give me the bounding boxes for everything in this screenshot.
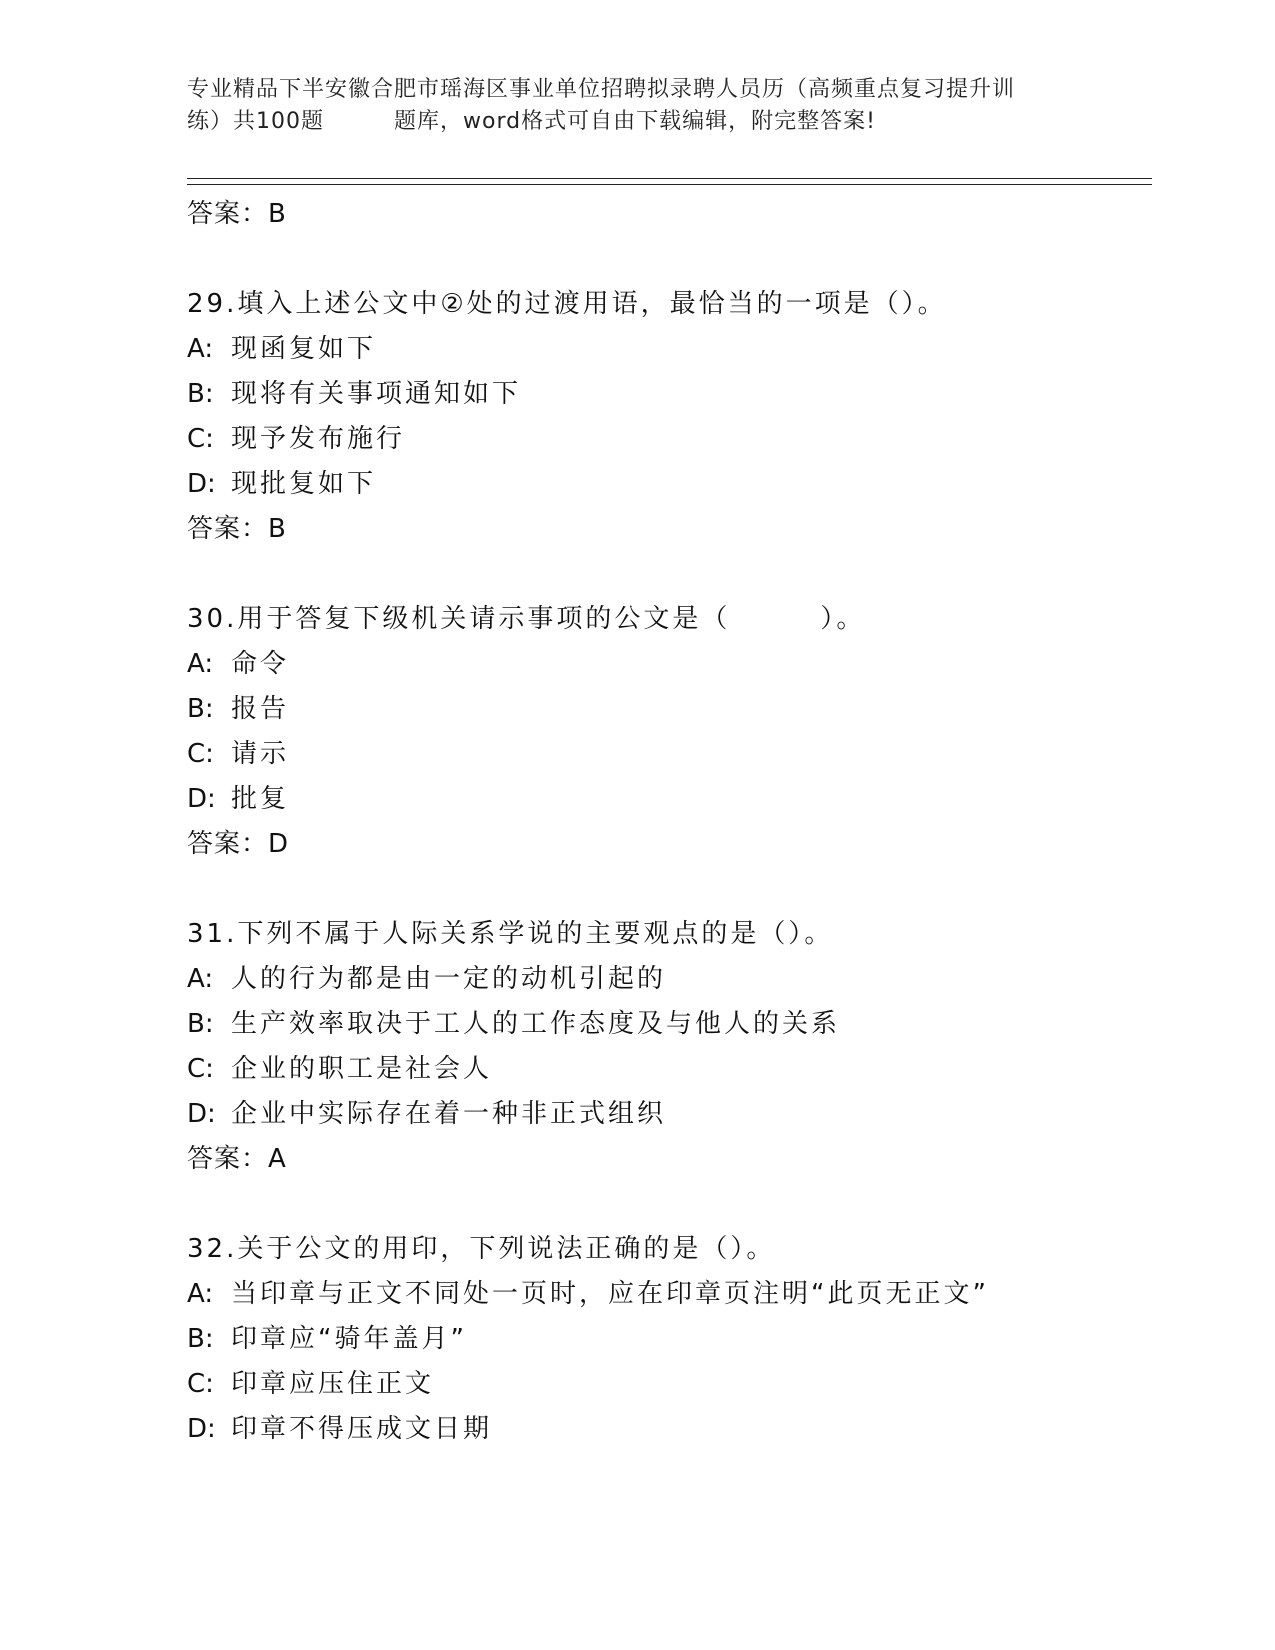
option-text: 现批复如下 [231,469,377,499]
option-c [187,417,1152,462]
option-letter: A: [187,964,214,994]
header-divider [187,178,1152,185]
option-c [187,1362,1152,1407]
question-stem [187,597,1152,642]
option-b [187,1317,1152,1362]
question-31 [187,912,1152,1182]
answer-line: 答案：D [187,829,290,859]
option-text: 人的行为都是由一定的动机引起的 [231,964,667,994]
option-letter: C: [187,1054,214,1084]
option-text: 现函复如下 [231,334,377,364]
option-b [187,687,1152,732]
option-text: 报告 [231,694,290,724]
option-text: 印章应压住正文 [231,1369,435,1399]
option-letter: B: [187,1009,214,1039]
option-text: 印章应“骑年盖月” [231,1324,467,1354]
header-description-text: 题库，word格式可自由下载编辑，附完整答案! [394,109,876,134]
option-text: 请示 [231,739,290,769]
option-text: 生产效率取决于工人的工作态度及与他人的关系 [231,1009,841,1039]
option-letter: D: [187,784,216,814]
option-letter: A: [187,1279,214,1309]
option-d [187,462,1152,507]
option-text: 印章不得压成文日期 [231,1414,493,1444]
header-title-line2 [187,106,1087,138]
option-letter: B: [187,379,214,409]
option-text: 企业的职工是社会人 [231,1054,493,1084]
answer-line: 答案：B [187,514,287,544]
option-text: 现予发布施行 [231,424,406,454]
option-text: 批复 [231,784,290,814]
option-b [187,372,1152,417]
option-letter: B: [187,694,214,724]
option-text: 现将有关事项通知如下 [231,379,522,409]
option-a [187,957,1152,1002]
option-c [187,1047,1152,1092]
answer-line: 答案：A [187,1144,287,1174]
option-letter: B: [187,1324,214,1354]
option-letter: D: [187,1414,216,1444]
answer-previous: 答案：B [187,199,287,229]
option-d [187,777,1152,822]
option-letter: A: [187,334,214,364]
page-header [187,74,1087,138]
option-a [187,327,1152,372]
option-b [187,1002,1152,1047]
option-letter: D: [187,1099,216,1129]
option-d [187,1092,1152,1137]
option-c [187,732,1152,777]
header-count-text: 练）共100题 [187,109,324,134]
option-text: 命令 [231,649,290,679]
option-letter: C: [187,739,214,769]
option-a [187,642,1152,687]
option-d [187,1407,1152,1452]
question-30 [187,597,1152,867]
option-letter: C: [187,424,214,454]
option-text: 当印章与正文不同处一页时，应在印章页注明“此页无正文” [231,1279,989,1309]
option-letter: C: [187,1369,214,1399]
question-stem-end: ）。 [820,604,866,634]
option-letter: D: [187,469,216,499]
question-stem: 29.填入上述公文中②处的过渡用语，最恰当的一项是（）。 [187,289,947,319]
question-stem: 31.下列不属于人际关系学说的主要观点的是（）。 [187,919,834,949]
question-29 [187,282,1152,552]
document-body [187,188,1152,1452]
question-32 [187,1227,1152,1452]
option-a [187,1272,1152,1317]
option-letter: A: [187,649,214,679]
header-title-line1: 专业精品下半安徽合肥市瑶海区事业单位招聘拟录聘人员历（高频重点复习提升训 [187,77,1016,102]
question-stem: 32.关于公文的用印，下列说法正确的是（）。 [187,1234,776,1264]
question-stem-start: 30.用于答复下级机关请示事项的公文是（ [187,604,731,634]
option-text: 企业中实际存在着一种非正式组织 [231,1099,667,1129]
